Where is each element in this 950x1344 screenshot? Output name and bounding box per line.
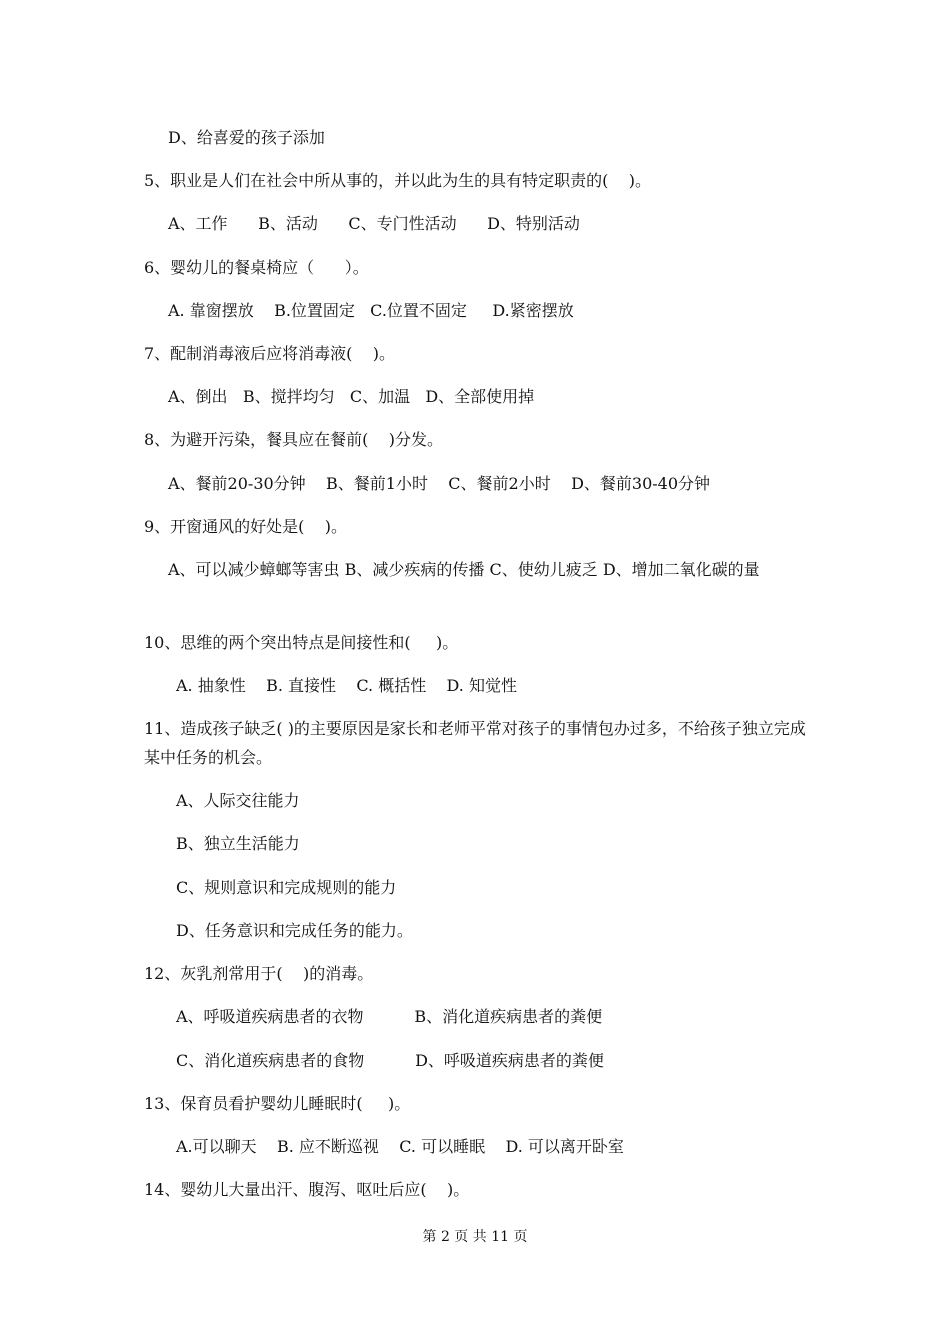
question-7-options: A、倒出 B、搅拌均匀 C、加温 D、全部使用掉 xyxy=(168,387,535,406)
question-11-option-a: A、人际交往能力 xyxy=(176,791,300,810)
question-6-options: A. 靠窗摆放 B.位置固定 C.位置不固定 D.紧密摆放 xyxy=(168,301,574,320)
question-5-options: A、工作 B、活动 C、专门性活动 D、特别活动 xyxy=(168,214,580,233)
question-6: 6、婴幼儿的餐桌椅应（ ）。 xyxy=(144,258,369,277)
question-11: 11、造成孩子缺乏( )的主要原因是家长和老师平常对孩子的事情包办过多，不给孩子独立完成某中任务的机会。 xyxy=(144,719,806,767)
question-11-option-c: C、规则意识和完成规则的能力 xyxy=(176,878,397,897)
question-13: 13、保育员看护婴幼儿睡眠时( )。 xyxy=(144,1094,411,1113)
question-12-options-ab: A、呼吸道疾病患者的衣物 B、消化道疾病患者的粪便 xyxy=(176,1007,603,1026)
question-5: 5、职业是人们在社会中所从事的，并以此为生的具有特定职责的( )。 xyxy=(144,171,652,190)
question-12-options-cd: C、消化道疾病患者的食物 D、呼吸道疾病患者的粪便 xyxy=(176,1051,604,1070)
question-13-options: A.可以聊天 B. 应不断巡视 C. 可以睡眠 D. 可以离开卧室 xyxy=(176,1137,624,1156)
question-9: 9、开窗通风的好处是( )。 xyxy=(144,517,348,536)
page-footer: 第 2 页 共 11 页 xyxy=(422,1229,528,1245)
question-8: 8、为避开污染，餐具应在餐前( )分发。 xyxy=(144,430,444,449)
question-4-option-d: D、给喜爱的孩子添加 xyxy=(168,128,325,147)
question-10: 10、思维的两个突出特点是间接性和( )。 xyxy=(144,633,459,652)
question-11-option-d: D、任务意识和完成任务的能力。 xyxy=(176,921,413,940)
question-9-options-text: A、可以减少蟑螂等害虫 B、减少疾病的传播 C、使幼儿疲乏 D、增加二氧化碳的量 xyxy=(168,560,760,579)
question-12: 12、灰乳剂常用于( )的消毒。 xyxy=(144,964,374,983)
question-7: 7、配制消毒液后应将消毒液( )。 xyxy=(144,344,396,363)
question-11-option-b: B、独立生活能力 xyxy=(176,834,300,853)
question-10-options: A. 抽象性 B. 直接性 C. 概括性 D. 知觉性 xyxy=(176,676,517,695)
question-14: 14、婴幼儿大量出汗、腹泻、呕吐后应( )。 xyxy=(144,1180,470,1199)
question-8-options: A、餐前20-30分钟 B、餐前1小时 C、餐前2小时 D、餐前30-40分钟 xyxy=(168,474,711,493)
question-9-options xyxy=(144,555,810,584)
